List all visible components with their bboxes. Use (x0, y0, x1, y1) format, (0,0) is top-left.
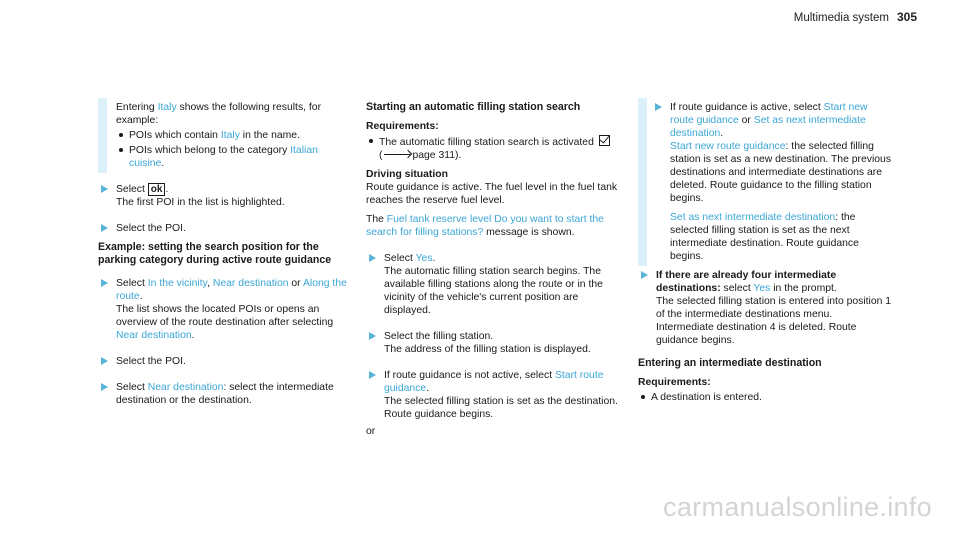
step-select-ok: Select ok . The first POI in the list is highlighted. (98, 183, 350, 209)
route-guidance-active-block (638, 101, 892, 263)
step-arrow-icon (655, 103, 662, 111)
section-heading: Starting an automatic filling station search (366, 101, 581, 113)
result-list (116, 129, 350, 170)
section-title: Multimedia system (793, 12, 889, 24)
ok-button-icon: ok (148, 183, 166, 196)
intro-block (98, 101, 350, 170)
step-arrow-icon (369, 254, 376, 262)
example-heading: Example: setting the search position for the parking category during active route guidance (98, 241, 332, 266)
page-number: 305 (896, 10, 917, 24)
step-arrow-icon (101, 279, 108, 287)
step-arrow-icon (101, 185, 108, 193)
driving-situation-heading: Driving situation (366, 169, 448, 180)
column-2 (366, 101, 618, 438)
list-item: POIs which contain Italy in the name. (116, 129, 350, 142)
or-text: or (366, 426, 376, 437)
step-select-poi-2: Select the POI. (98, 355, 350, 368)
step-select-yes: Select Yes. The automatic filling station search begins. The available filling stations along the route or in the vicinity of the vehicle's current position are displayed. (366, 252, 618, 317)
message-text: The Fuel tank reserve level Do you want to start the search for filling stations? message is shown. (366, 214, 604, 238)
step-select-filling-station: Select the filling station. The address of the filling station is displayed. (366, 330, 618, 356)
requirements-list (638, 391, 892, 404)
page-header (794, 10, 917, 24)
step-arrow-icon (101, 224, 108, 232)
requirements-list (366, 135, 618, 162)
step-select-near-destination: Select Near destination: select the intermediate destination or the destination. (98, 381, 350, 407)
list-item: POIs which belong to the category Italian cuisine. (116, 144, 350, 170)
list-item: A destination is entered. (638, 391, 892, 404)
step-start-route-guidance: If route guidance is not active, select Start route guidance. The selected filling station is set as the destination. Route guidance begins. (366, 369, 618, 421)
highlight-term: Italy (157, 102, 177, 113)
requirements-label: Requirements: (366, 121, 439, 132)
column-3 (638, 101, 892, 404)
step-arrow-icon (641, 271, 648, 279)
column-1 (98, 101, 350, 407)
watermark-text: carmanualsonline.info (663, 492, 932, 522)
step-four-intermediate: If there are already four intermediate destinations: select Yes in the prompt. The selected filling station is entered into position 1 of the intermediate destinations menu. Intermediate destination 4 is deleted. Route guidance begins. (638, 269, 892, 347)
step-arrow-icon (101, 357, 108, 365)
step-arrow-icon (369, 371, 376, 379)
arrow-right-icon (384, 154, 410, 155)
driving-situation-text: Route guidance is active. The fuel level in the fuel tank reaches the reserve fuel level. (366, 182, 618, 206)
step-select-position: Select In the vicinity, Near destination or Along the route. The list shows the located POIs or opens an overview of the route destination after selecting Near destination. (98, 277, 350, 342)
step-route-guidance-active: If route guidance is active, select Start new route guidance or Set as next intermediate destination. Start new route guidance: the selected filling station is set as a new destination. The previous destinations and intermediate destinations are deleted. Route guidance to the filling station begins. Set as next intermediate destination: the selected filling station is set as the next intermediate destination. Route guidance begins. (656, 101, 892, 263)
list-item: The automatic filling station search is activated ( page 311). (366, 135, 618, 162)
section-heading: Entering an intermediate destination (638, 357, 822, 369)
requirements-label: Requirements: (638, 377, 711, 388)
step-arrow-icon (101, 383, 108, 391)
step-arrow-icon (369, 332, 376, 340)
intro-text: Entering Italy shows the following results, for example: (116, 102, 322, 126)
step-select-poi: Select the POI. (98, 222, 350, 235)
checkbox-checked-icon (599, 135, 610, 146)
